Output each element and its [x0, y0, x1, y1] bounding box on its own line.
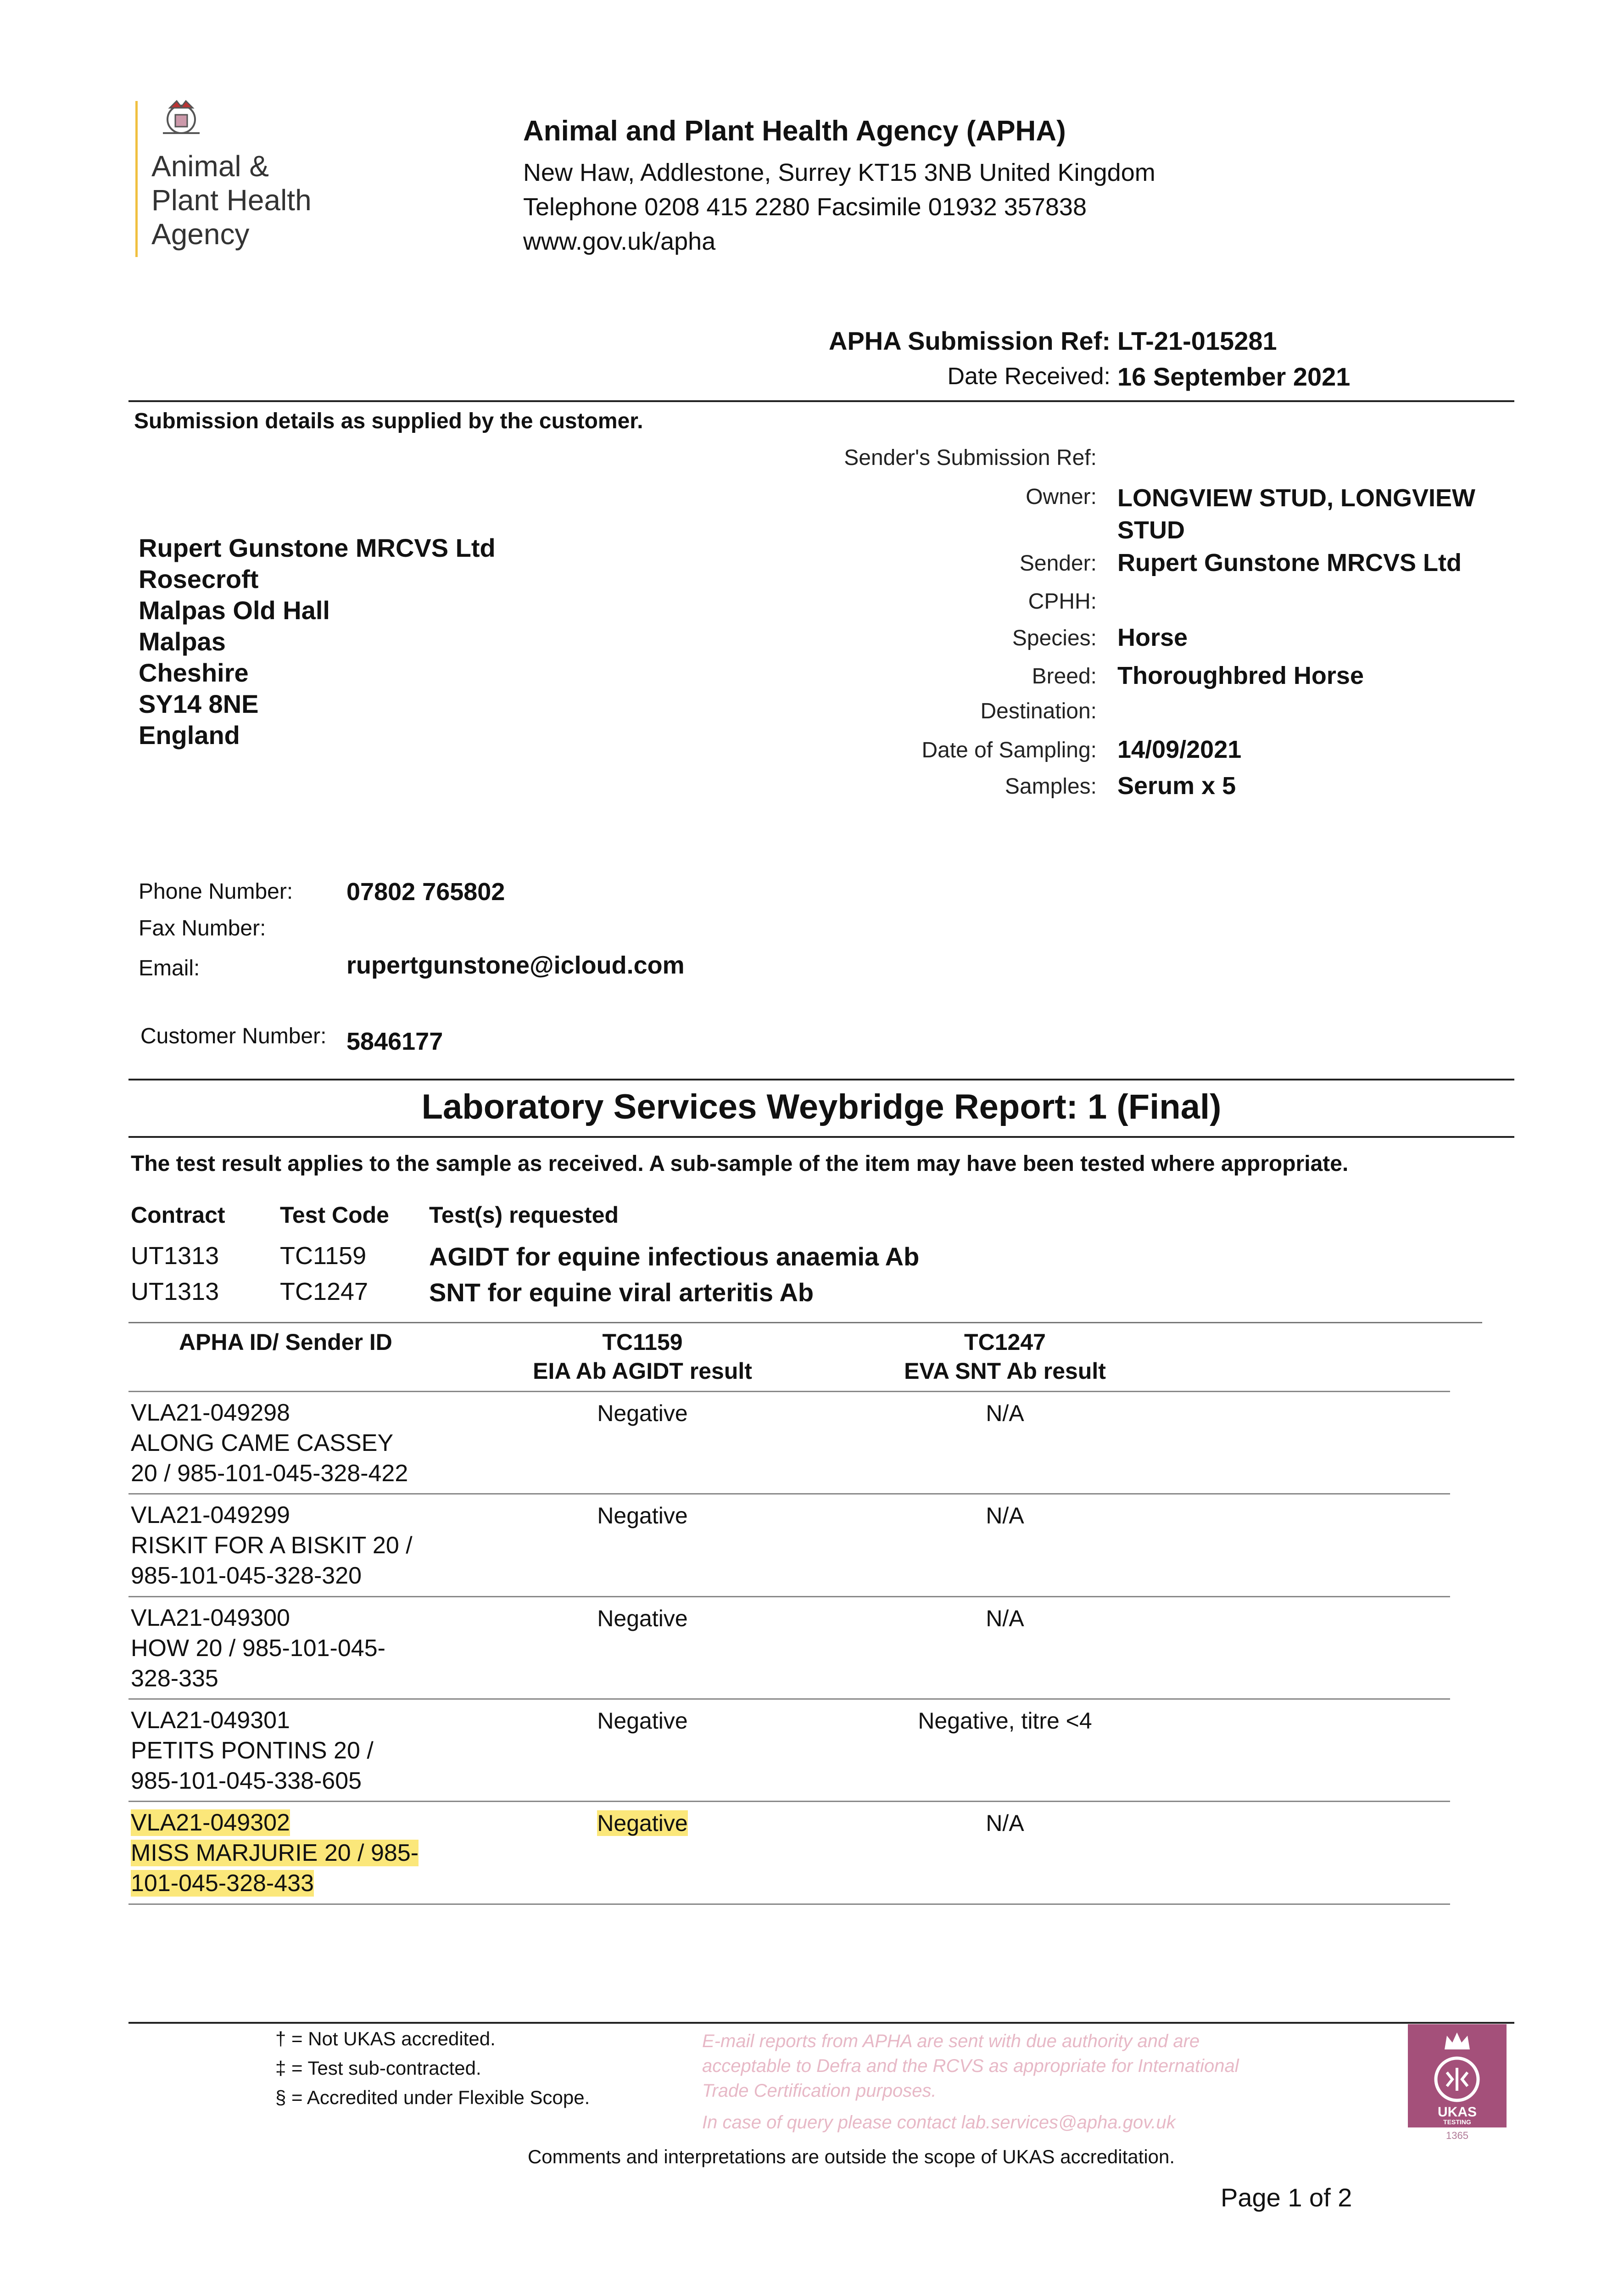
table-row-id: VLA21-049301 PETITS PONTINS 20 / 985-101-045-338-605	[131, 1707, 374, 1794]
phone-value: 07802 765802	[346, 878, 505, 906]
table-row-eia: Negative	[597, 1503, 688, 1528]
table-row-id: VLA21-049298 ALONG CAME CASSEY 20 / 985-101-045-328-422	[131, 1399, 408, 1487]
test-name: SNT for equine viral arteritis Ab	[429, 1278, 814, 1307]
legend-item: † = Not UKAS accredited.	[275, 2028, 496, 2049]
test-contract: UT1313	[131, 1242, 219, 1270]
row-separator	[128, 1596, 1450, 1597]
ukas-crown-icon	[1442, 2029, 1472, 2052]
address-line: Malpas	[139, 627, 226, 656]
logo-line: Agency	[151, 218, 250, 251]
customer-address	[139, 532, 496, 751]
agency-website[interactable]: www.gov.uk/apha	[523, 228, 716, 255]
customer-number-value: 5846177	[346, 1028, 443, 1055]
tests-header-contract: Contract	[131, 1202, 225, 1228]
agency-name: Animal and Plant Health Agency (APHA)	[523, 115, 1066, 147]
comments-note: Comments and interpretations are outside the scope of UKAS accreditation.	[527, 2146, 1175, 2167]
owner-value: LONGVIEW STUD, LONGVIEW STUD	[1117, 484, 1475, 544]
table-row-eia: Negative	[597, 1606, 688, 1631]
address-line: Rosecroft	[139, 565, 259, 593]
test-contract: UT1313	[131, 1278, 219, 1305]
divider	[128, 400, 1514, 402]
row-separator	[128, 1493, 1450, 1495]
table-row-eva: Negative, titre <4	[918, 1708, 1092, 1734]
phone-label: Phone Number:	[139, 879, 293, 904]
results-header-col2-name: EVA SNT Ab result	[904, 1358, 1106, 1384]
fax-label: Fax Number:	[139, 916, 266, 940]
email-disclaimer: E-mail reports from APHA are sent with due authority and are acceptable to Defra and the RCVS as appropriate for International Trade Certification purposes.	[702, 2031, 1239, 2101]
sender-value: Rupert Gunstone MRCVS Ltd	[1117, 549, 1462, 577]
applies-note: The test result applies to the sample as received. A sub-sample of the item may have been tested where appropriate.	[131, 1152, 1349, 1176]
date-received-label: Date Received:	[947, 363, 1111, 390]
table-row-id-highlighted: VLA21-049302 MISS MARJURIE 20 / 985- 101-045-328-433	[131, 1809, 419, 1897]
sender-ref-label: Sender's Submission Ref:	[844, 446, 1097, 470]
results-header-col2-code: TC1247	[964, 1329, 1046, 1355]
results-header-col1-code: TC1159	[602, 1329, 683, 1355]
agency-phone-fax: Telephone 0208 415 2280 Facsimile 01932 357838	[523, 193, 1087, 221]
ukas-badge	[1408, 2024, 1507, 2127]
report-title: Laboratory Services Weybridge Report: 1 (Final)	[421, 1087, 1222, 1126]
table-row-eva: N/A	[986, 1503, 1024, 1528]
royal-crest-icon	[156, 94, 206, 140]
logo-line: Animal &	[151, 150, 269, 183]
address-line: Rupert Gunstone MRCVS Ltd	[139, 533, 496, 562]
species-label: Species:	[1012, 626, 1097, 650]
test-name: AGIDT for equine infectious anaemia Ab	[429, 1242, 920, 1271]
legend-item: § = Accredited under Flexible Scope.	[275, 2087, 590, 2108]
ukas-label: UKAS	[1437, 2105, 1477, 2120]
ukas-sublabel: TESTING	[1443, 2118, 1471, 2126]
sampling-value: 14/09/2021	[1117, 736, 1242, 763]
test-code: TC1247	[280, 1278, 368, 1305]
sender-label: Sender:	[1019, 551, 1097, 576]
tests-header-code: Test Code	[280, 1202, 389, 1228]
table-row-eva: N/A	[986, 1606, 1024, 1631]
address-line: SY14 8NE	[139, 689, 259, 718]
table-row-eia-highlighted: Negative	[597, 1810, 688, 1836]
row-separator	[128, 1801, 1450, 1802]
email-label: Email:	[139, 956, 200, 980]
samples-label: Samples:	[1005, 774, 1097, 799]
logo-line: Plant Health	[151, 184, 312, 217]
email-value[interactable]: rupertgunstone@icloud.com	[346, 952, 685, 979]
tests-header-test: Test(s) requested	[429, 1202, 619, 1228]
results-header-id: APHA ID/ Sender ID	[179, 1329, 392, 1355]
query-contact: In case of query please contact lab.services@apha.gov.uk	[702, 2112, 1176, 2133]
submission-ref-value: LT-21-015281	[1117, 326, 1277, 355]
address-line: Cheshire	[139, 658, 249, 687]
submission-section-title: Submission details as supplied by the customer.	[134, 409, 643, 433]
divider	[128, 1136, 1514, 1138]
breed-label: Breed:	[1032, 664, 1097, 688]
table-row-eia: Negative	[597, 1708, 688, 1734]
date-received-value: 16 September 2021	[1117, 362, 1351, 391]
results-header-col1-name: EIA Ab AGIDT result	[533, 1358, 752, 1384]
row-separator	[128, 1391, 1450, 1392]
samples-value: Serum x 5	[1117, 772, 1236, 800]
table-row-eia: Negative	[597, 1400, 688, 1426]
customer-number-label: Customer Number:	[140, 1024, 327, 1048]
table-row-eva: N/A	[986, 1810, 1024, 1836]
table-row-id: VLA21-049299 RISKIT FOR A BISKIT 20 / 985-101-045-328-320	[131, 1502, 413, 1589]
breed-value: Thoroughbred Horse	[1117, 662, 1364, 689]
owner-label: Owner:	[1026, 485, 1097, 509]
sampling-label: Date of Sampling:	[921, 738, 1097, 762]
legend-item: ‡ = Test sub-contracted.	[275, 2057, 481, 2079]
ukas-number: 1365	[1446, 2130, 1468, 2141]
legend	[275, 2024, 590, 2112]
apha-logo	[135, 94, 328, 264]
page-number: Page 1 of 2	[1221, 2183, 1352, 2212]
divider	[128, 1079, 1514, 1080]
ukas-emblem-icon	[1429, 2054, 1486, 2105]
address-line: England	[139, 721, 240, 750]
submission-ref-label: APHA Submission Ref:	[829, 326, 1111, 355]
footer-divider	[128, 2022, 1514, 2024]
table-top-border	[128, 1322, 1482, 1323]
row-separator	[128, 1903, 1450, 1905]
row-separator	[128, 1698, 1450, 1700]
species-value: Horse	[1117, 624, 1188, 651]
agency-address: New Haw, Addlestone, Surrey KT15 3NB United Kingdom	[523, 159, 1155, 186]
cphh-label: CPHH:	[1028, 589, 1097, 614]
destination-label: Destination:	[980, 699, 1097, 723]
table-row-id: VLA21-049300 HOW 20 / 985-101-045- 328-335	[131, 1605, 385, 1692]
table-row-eva: N/A	[986, 1400, 1024, 1426]
address-line: Malpas Old Hall	[139, 596, 330, 625]
test-code: TC1159	[280, 1242, 367, 1270]
